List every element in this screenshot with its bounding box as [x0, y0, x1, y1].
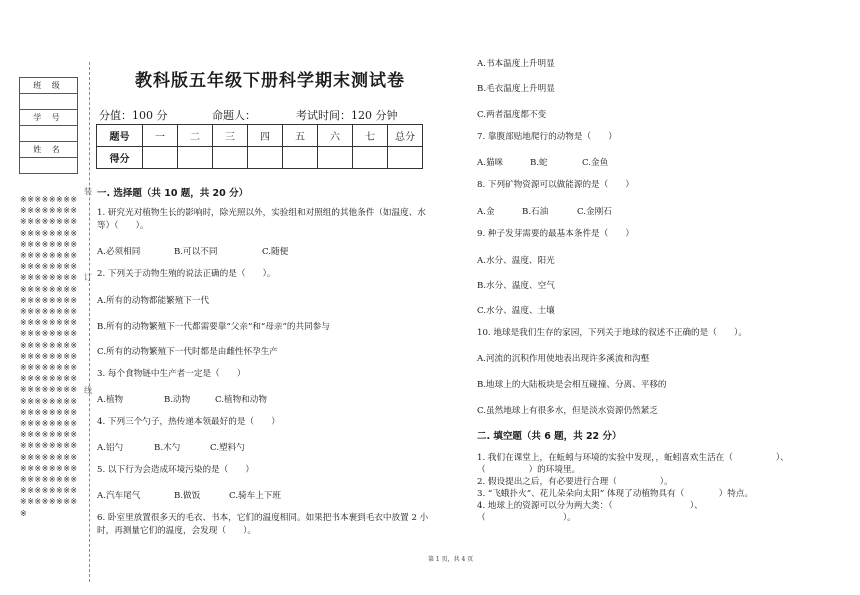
binding-mark-xian: 线	[84, 386, 92, 395]
score-table-col: 二	[178, 125, 213, 147]
fill-line-1: 1. 我们在课堂上，在蚯蚓与环境的实验中发现，，蚯蚓喜欢生活在（ ）、	[477, 453, 789, 463]
page-number: 第 1 页，共 4 页	[428, 556, 474, 563]
q10-option-c: C.虽然地球上有很多水，但是淡水资源仍然紧乏	[477, 406, 658, 416]
score-table	[96, 124, 423, 169]
q5-option-c: C.骑车上下班	[229, 491, 281, 501]
score-table-col: 五	[283, 125, 318, 147]
class-label: 班 级	[20, 78, 78, 94]
q10-option-a: A.河流的沉积作用使地表出现许多溪流和沟壑	[477, 354, 650, 364]
q5-option-b: B.做饭	[174, 491, 201, 501]
q9-option-a: A.水分、温度、阳光	[477, 256, 555, 266]
q6-option-b: B.毛衣温度上升明显	[477, 84, 555, 94]
score-cell[interactable]	[353, 147, 388, 169]
question-3: 3. 每个食物链中生产者一定是（ ）	[97, 369, 246, 379]
question-8: 8. 下列矿物资源可以做能源的是（ ）	[477, 180, 635, 190]
binding-dashed-line	[89, 62, 90, 582]
exam-time-label: 考试时间：120 分钟	[296, 109, 398, 122]
page-title: 教科版五年级下册科学期末测试卷	[135, 71, 405, 91]
q3-option-c: C.植物和动物	[215, 395, 267, 405]
q2-option-b: B.所有的动物繁殖下一代都需要靠“父亲”和“母亲”的共同参与	[97, 322, 330, 332]
class-blank[interactable]	[20, 94, 78, 110]
question-1: 1. 研究光对植物生长的影响时，除光照以外，实验组和对照组的其他条件（如温度、水等）（ ）。	[97, 208, 426, 231]
q4-option-b: B.木勺	[154, 443, 181, 453]
score-table-col: 四	[248, 125, 283, 147]
fill-line-6: （ ）。	[477, 513, 576, 523]
q2-option-c: C.所有的动物繁殖下一代时都是由雌性怀孕生产	[97, 347, 278, 357]
fill-line-3: 2. 假设提出之后，有必要进行合理（ ）。	[477, 477, 673, 487]
question-5: 5. 以下行为会造成环境污染的是（ ）	[97, 465, 255, 475]
q8-option-b: B.石油	[522, 207, 549, 217]
q10-option-b: B.地球上的大陆板块是会相互碰撞、分离、平移的	[477, 380, 667, 390]
score-value-label: 分值：100 分	[99, 109, 168, 122]
id-blank[interactable]	[20, 126, 78, 142]
name-label: 姓 名	[20, 142, 78, 158]
question-7: 7. 靠腹部贴地爬行的动物是（ ）	[477, 132, 617, 142]
score-table-col: 总分	[388, 125, 423, 147]
score-cell[interactable]	[248, 147, 283, 169]
section-1-heading: 一. 选择题（共 10 题，共 20 分）	[97, 188, 249, 199]
q1-option-b: B.可以不同	[174, 247, 218, 257]
fill-line-2: （ ）的环境里。	[477, 465, 581, 475]
fill-line-4: 3. “飞蛾扑火”、花儿朵朵向太阳” 体现了动植物具有（ ）特点。	[477, 489, 754, 499]
q2-option-a: A.所有的动物都能繁殖下一代	[97, 296, 210, 306]
q8-option-c: C.金刚石	[577, 207, 612, 217]
q5-option-a: A.汽车尾气	[97, 491, 141, 501]
score-cell[interactable]	[388, 147, 423, 169]
section-2-heading: 二. 填空题（共 6 题，共 22 分）	[477, 431, 622, 442]
q6-option-a: A.书本温度上升明显	[477, 59, 555, 69]
score-cell[interactable]	[143, 147, 178, 169]
q3-option-b: B.动物	[164, 395, 191, 405]
q7-option-b: B.蛇	[530, 158, 548, 168]
score-table-col: 三	[213, 125, 248, 147]
q7-option-c: C.金鱼	[582, 158, 609, 168]
binding-mark-ding: 订	[84, 273, 92, 282]
student-info-table	[19, 77, 78, 174]
score-table-col: 七	[353, 125, 388, 147]
id-label: 学 号	[20, 110, 78, 126]
q1-option-c: C.随便	[262, 247, 289, 257]
score-table-col: 六	[318, 125, 353, 147]
score-cell[interactable]	[283, 147, 318, 169]
fill-line-5: 4. 地球上的资源可以分为两大类：（ ）、	[477, 501, 703, 511]
name-blank[interactable]	[20, 158, 78, 174]
score-row-label: 得分	[97, 147, 143, 169]
q8-option-a: A.金	[477, 207, 495, 217]
score-table-col: 一	[143, 125, 178, 147]
binding-stars: ※※※※※※※※※※※※※※※※※※※※※※※※※※※※※※※※※※※※※※※※※※※※※※※※※※※※※※※※※※※※※※※※※※※※※※※※※※※※※※※※※※※※※※※※※※※※※※※※※※※※※※※※※※※※※※※※※※※※※※※※※※※※※※※※※※※※※※※※※※※※※※※※※※※※※※※※※※※※※※※※※※※※※※※※※※※※※※※※※※※※※※※※※※※※※※※※※※※※※※※※※※※※※※※※※※※※※※※※※※※※※※※※※	[20, 195, 78, 518]
question-4: 4. 下列三个勺子，热传递本领最好的是（ ）	[97, 417, 280, 427]
score-table-header: 题号	[97, 125, 143, 147]
binding-mark-zhuang: 装	[84, 187, 92, 196]
q4-option-a: A.铝勺	[97, 443, 124, 453]
score-cell[interactable]	[213, 147, 248, 169]
author-label: 命题人：	[212, 109, 256, 122]
q3-option-a: A.植物	[97, 395, 124, 405]
q1-option-a: A.必须相同	[97, 247, 141, 257]
question-6: 6. 卧室里放置很多天的毛衣、书本，它们的温度相同。如果把书本裹到毛衣中放置 2 小时，再测量它们的温度，会发现（ ）。	[97, 513, 429, 536]
score-cell[interactable]	[178, 147, 213, 169]
question-10: 10. 地球是我们生存的家园，下列关于地球的叙述不正确的是（ ）。	[477, 328, 747, 338]
q6-option-c: C.两者温度都不变	[477, 110, 547, 120]
q9-option-c: C.水分、温度、土壤	[477, 306, 555, 316]
score-cell[interactable]	[318, 147, 353, 169]
q4-option-c: C.塑料勺	[210, 443, 245, 453]
q9-option-b: B.水分、温度、空气	[477, 281, 555, 291]
question-2: 2. 下列关于动物生殖的说法正确的是（ ）。	[97, 269, 276, 279]
q7-option-a: A.猫咪	[477, 158, 504, 168]
question-9: 9. 种子发芽需要的最基本条件是（ ）	[477, 229, 635, 239]
